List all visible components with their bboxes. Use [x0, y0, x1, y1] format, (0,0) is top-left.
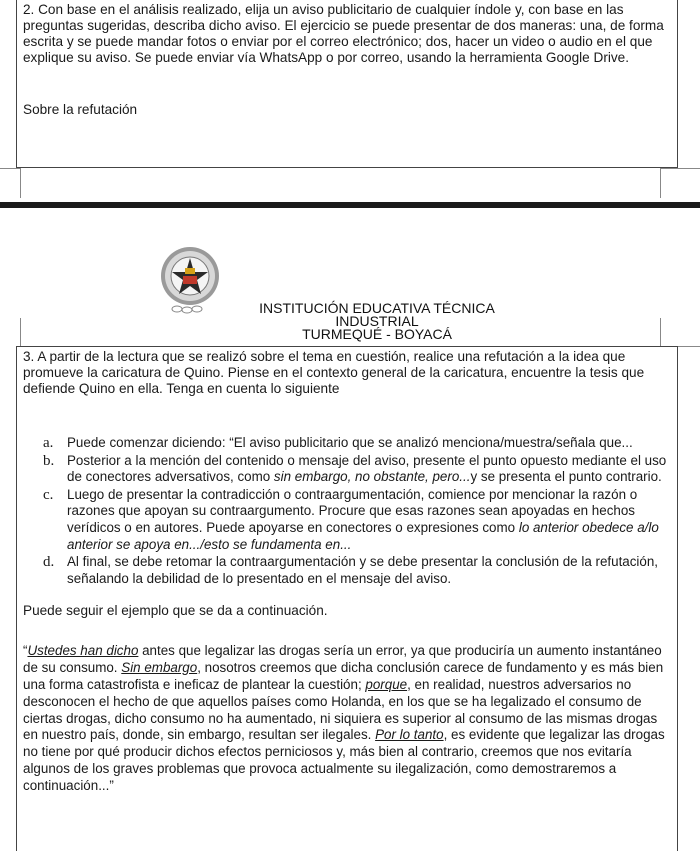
list-marker: d. [43, 554, 55, 571]
list-item [43, 453, 671, 486]
corner-mark [20, 318, 21, 346]
example-text: , nosotros creemos que dicha conclusión carece de fundamento y es más bien una forma catastrofista e ineficaz de plantear la cuestión; [23, 660, 664, 692]
list-marker: c. [43, 486, 54, 503]
list-item [43, 554, 671, 587]
institution-location: TURMEQUÉ - BOYACÁ [302, 326, 452, 342]
previous-section-box [16, 0, 678, 168]
connector-phrase: Sin embargo [121, 660, 198, 676]
connector-examples: sin embargo, no obstante, pero... [273, 469, 471, 485]
list-marker: a. [43, 435, 54, 451]
list-marker: b. [43, 452, 55, 469]
corner-mark [660, 318, 661, 346]
page-separator [0, 202, 700, 208]
corner-mark [20, 168, 21, 198]
list-item-tail: y se presenta el punto contrario. [470, 469, 662, 485]
corner-mark [0, 168, 21, 169]
example-intro: Puede seguir el ejemplo que se da a continuación. [23, 603, 328, 619]
list-item-text: Puede comenzar diciendo: “El aviso publicitario que se analizó menciona/muestra/señala que... [67, 435, 633, 450]
open-quote: “ [23, 643, 28, 659]
institution-name: INSTITUCIÓN EDUCATIVA TÉCNICA INDUSTRIAL [259, 300, 495, 329]
activity-3-prompt: 3. A partir de la lectura que se realizó sobre el tema en cuestión, realice una refutación a la idea que promueve la caricatura de Quino. Piense en el contexto general de la caricatura, encuentre la tesis que defiende Quino en ella. Tenga en cuenta lo siguiente [23, 349, 645, 396]
connector-phrase: Por lo tanto [375, 727, 444, 743]
example-paragraph [23, 643, 671, 794]
corner-mark [660, 168, 661, 198]
list-item-text: Posterior a la mención del contenido o mensaje del aviso, presente el punto opuesto mediante el uso de conectores adversativos, como [67, 452, 667, 485]
instructions-list [23, 435, 671, 587]
school-emblem-icon [157, 246, 223, 318]
example-text: , es evidente que legalizar las drogas no tiene por qué producir dichos efectos perniciosos y, más bien al contrario, creemos que nos evitaría algunos de los graves problemas que provoca actualmente su ilegalización, como demostraremos a continuación...” [23, 727, 665, 793]
list-item-text: Al final, se debe retomar la contraargumentación y se debe presentar la conclusión de la refutación, señalando la debilidad de lo presentado en el mensaje del aviso. [67, 554, 659, 586]
expression-examples: lo anterior obedece a/lo anterior se apoya en.../esto se fundamenta en... [67, 519, 659, 552]
example-text: antes que legalizar las drogas sería un error, ya que produciría un aumento instantáneo de su consumo. [23, 643, 662, 676]
section-heading-refutation: Sobre la refutación [23, 102, 138, 117]
corner-mark [660, 168, 700, 169]
list-item-text: Luego de presentar la contradicción o contraargumentación, comience por mencionar la razón o razones que apoyan su contraargumento. Procure que esas razones sean apoyadas en hechos verídicos o en autores. Puede apoyarse en conectores o expresiones como [67, 486, 638, 535]
example-text: , en realidad, nuestros adversarios no desconocen el hecho de que aquellos países como Holanda, en los que se ha legalizado el consumo de ciertas drogas, dicho consumo no ha aumentado, ni siquiera es superior al consumo de las mismas drogas en nuestro país, donde, sin embargo, resultan ser ilegales. [23, 676, 658, 743]
activity-3-box [16, 346, 678, 851]
activity-2-text: 2. Con base en el análisis realizado, elija un aviso publicitario de cualquier índole y, con base en las preguntas sugeridas, describa dicho aviso. El ejercicio se puede presentar de dos maneras: una, de forma escrita y se puede mandar fotos o enviar por el correo electrónico; dos, hacer un video o audio en el que explique su aviso. Se puede enviar vía WhatsApp o por correo, usando la herramienta Google Drive. [23, 2, 664, 65]
connector-phrase: porque [365, 676, 408, 692]
institution-title [222, 302, 532, 341]
connector-phrase: Ustedes han dicho [27, 643, 139, 659]
list-item [43, 435, 671, 452]
list-item [43, 487, 671, 553]
